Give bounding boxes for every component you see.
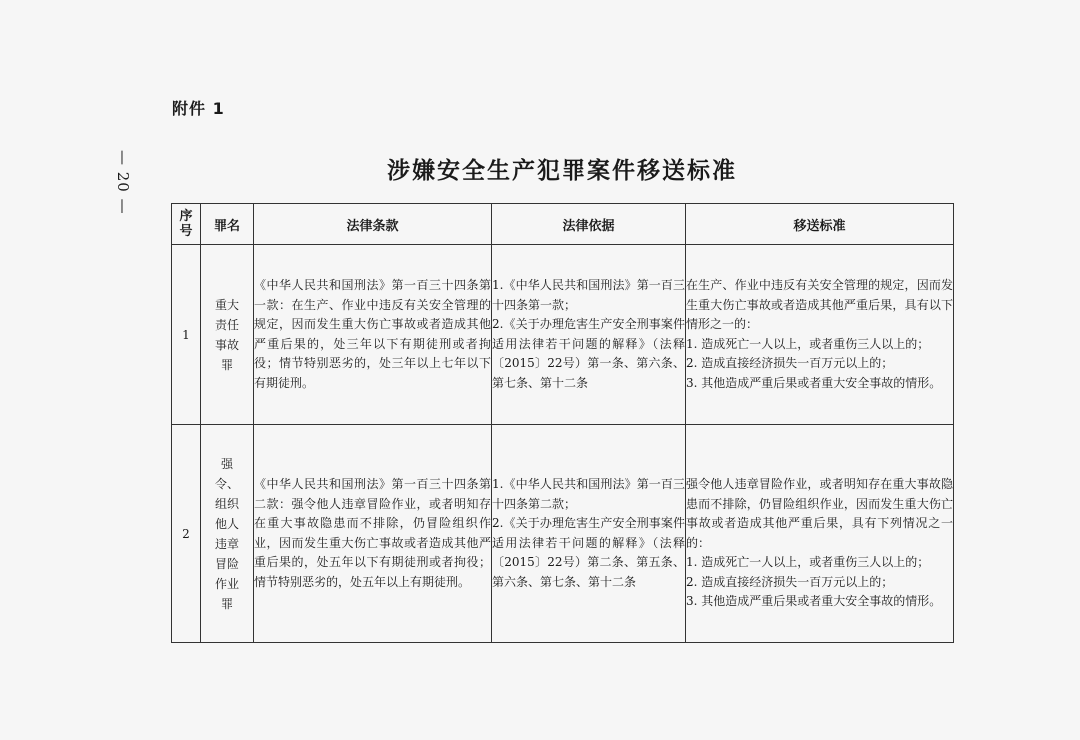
row-crime: 强令、组织他人违章冒险作业罪 — [201, 425, 254, 643]
standard-item: 2. 造成直接经济损失一百万元以上的； — [686, 356, 894, 370]
table-row — [172, 245, 954, 425]
basis-item: 2.《关于办理危害生产安全刑事案件适用法律若干问题的解释》（法释〔2015〕22号）第一条、第六条、第七条、第十二条 — [492, 317, 685, 390]
row-law: 《中华人民共和国刑法》第一百三十四条第一款：在生产、作业中违反有关安全管理的规定，因而发生重大伤亡事故或者造成其他严重后果的，处三年以下有期徒刑或者拘役；情节特别恶劣的，处三年以上七年以下有期徒刑。 — [254, 245, 492, 425]
table-header-row — [172, 204, 954, 245]
standard-intro: 强令他人违章冒险作业，或者明知存在重大事故隐患而不排除，仍冒险组织作业，因而发生重大伤亡事故或者造成其他严重后果，具有下列情况之一的： — [686, 477, 953, 550]
header-crime: 罪名 — [201, 204, 254, 245]
basis-item: 1.《中华人民共和国刑法》第一百三十四条第二款； — [492, 477, 685, 511]
row-basis — [492, 425, 686, 643]
header-law: 法律条款 — [254, 204, 492, 245]
header-basis: 法律依据 — [492, 204, 686, 245]
attachment-label: 附件 1 — [172, 99, 225, 118]
row-crime: 重大责任事故罪 — [201, 245, 254, 425]
document-title: 涉嫌安全生产犯罪案件移送标准 — [387, 158, 737, 184]
standard-item: 3. 其他造成严重后果或者重大安全事故的情形。 — [686, 594, 942, 609]
row-law: 《中华人民共和国刑法》第一百三十四条第二款：强令他人违章冒险作业，或者明知存在重大事故隐患而不排除，仍冒险组织作业，因而发生重大伤亡事故或者造成其他严重后果的，处五年以下有期徒刑或者拘役；情节特别恶劣的，处五年以上有期徒刑。 — [254, 425, 492, 643]
basis-item: 1.《中华人民共和国刑法》第一百三十四条第一款； — [492, 278, 685, 312]
table-row — [172, 425, 954, 643]
standard-item: 2. 造成直接经济损失一百万元以上的； — [686, 574, 894, 589]
basis-item: 2.《关于办理危害生产安全刑事案件适用法律若干问题的解释》（法释〔2015〕22号）第二条、第五条、第六条、第七条、第十二条 — [492, 516, 685, 589]
row-seq: 1 — [172, 245, 201, 425]
standard-item: 1. 造成死亡一人以上，或者重伤三人以上的； — [686, 555, 930, 570]
row-basis — [492, 245, 686, 425]
transfer-standards-table — [171, 203, 954, 643]
page-number: — 20 — — [114, 150, 132, 215]
row-standard — [686, 425, 954, 643]
row-seq: 2 — [172, 425, 201, 643]
standard-intro: 在生产、作业中违反有关安全管理的规定，因而发生重大伤亡事故或者造成其他严重后果，具有以下情形之一的： — [686, 278, 953, 331]
header-seq: 序号 — [172, 204, 201, 245]
standard-item: 3. 其他造成严重后果或者重大安全事故的情形。 — [686, 375, 942, 390]
header-standard: 移送标准 — [686, 204, 954, 245]
standard-item: 1. 造成死亡一人以上，或者重伤三人以上的； — [686, 336, 930, 351]
row-standard — [686, 245, 954, 425]
